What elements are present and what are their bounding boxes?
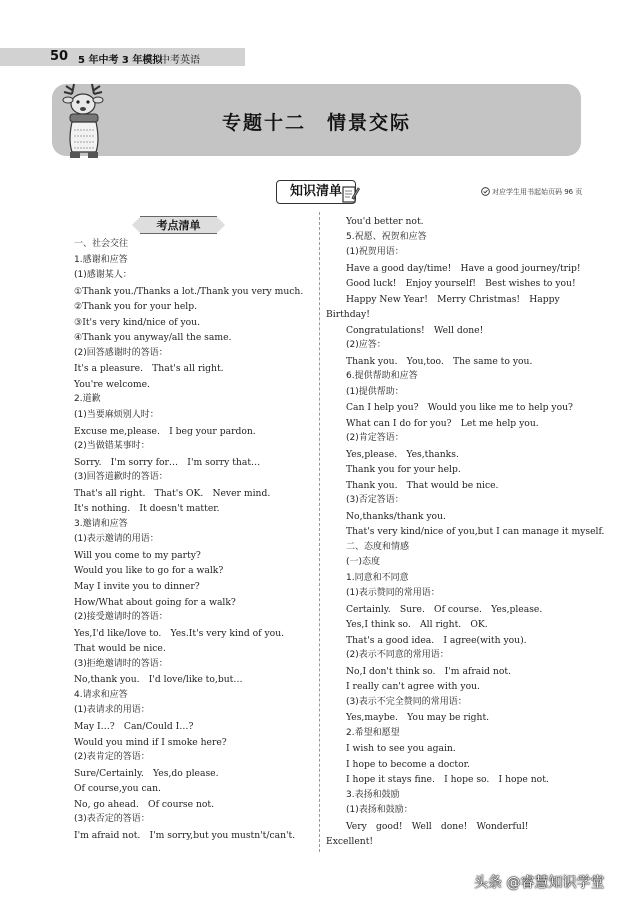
content-line: (3)否定答语：	[346, 495, 404, 505]
content-line: How/What about going for a walk?	[74, 596, 236, 608]
content-line: (1)提供帮助：	[346, 386, 404, 397]
content-line: (2)肯定答语：	[346, 433, 404, 443]
content-line: Will you come to my party?	[74, 549, 201, 561]
content-line: Sure/Certainly. Yes,do please.	[74, 767, 219, 779]
content-line: Yes,maybe. You may be right.	[346, 712, 490, 723]
content-line: That would be nice.	[74, 643, 166, 655]
content-line: I really can't agree with you.	[346, 681, 480, 692]
content-line: No,I don't think so. I'm afraid not.	[346, 665, 511, 677]
left-column	[74, 237, 314, 843]
content-line: You're welcome.	[74, 378, 150, 390]
content-line: 2.希望和愿望	[346, 727, 400, 738]
topic-banner	[52, 84, 581, 156]
content-line: Birthday!	[326, 309, 370, 320]
content-line: Sorry. I'm sorry for… I'm sorry that…	[74, 456, 261, 468]
content-line: (3)表否定的答语：	[74, 814, 150, 825]
content-line: Yes,please. Yes,thanks.	[346, 448, 459, 460]
content-line: (2)表肯定的答语：	[74, 752, 150, 763]
content-line: Certainly. Sure. Of course. Yes,please.	[346, 603, 543, 615]
content-line: (1)表示邀请的用语：	[74, 534, 159, 545]
content-line: No,thank you. I'd love/like to,but…	[74, 674, 243, 686]
check-circle-icon	[481, 187, 490, 196]
content-line: (1)当要麻烦别人时：	[74, 410, 159, 421]
content-line: No, go ahead. Of course not.	[74, 798, 215, 810]
content-line: (1)祝贺用语：	[346, 247, 404, 257]
deer-mascot-icon	[52, 80, 122, 162]
notepad-pencil-icon	[342, 184, 360, 204]
content-line: Thank you for your help.	[346, 464, 461, 475]
content-line: ③It's very kind/nice of you.	[74, 316, 201, 328]
content-line: I wish to see you again.	[346, 743, 456, 754]
content-line: (3)表示不完全赞同的常用语：	[346, 696, 467, 707]
content-line: Excellent!	[326, 836, 374, 847]
subject-title: 中考英语	[160, 55, 200, 66]
content-line: ②Thank you for your help.	[74, 301, 198, 313]
content-line: May I invite you to dinner?	[74, 581, 200, 593]
content-line: 一、社会交往	[74, 239, 129, 249]
content-line: (2)应答：	[346, 340, 386, 350]
content-line: 6.提供帮助和应答	[346, 371, 418, 381]
knowledge-list-tag: 知识清单	[276, 180, 356, 204]
content-line: 2.道歉	[74, 394, 101, 405]
content-line: I'm afraid not. I'm sorry,but you mustn't/can't.	[74, 829, 296, 841]
content-line: I hope it stays fine. I hope so. I hope not.	[346, 774, 549, 785]
content-line: Happy New Year! Merry Christmas! Happy	[346, 293, 560, 305]
content-line: 4.请求和应答	[74, 689, 128, 700]
page-reference-note: 对应学生用书起始页码 96 页	[492, 188, 583, 196]
content-line: (1)感谢某人：	[74, 270, 132, 281]
content-line: (1)表请求的用语：	[74, 705, 150, 716]
content-line: That's very kind/nice of you,but I can manage it myself.	[346, 526, 605, 537]
column-divider	[319, 212, 320, 852]
content-line: Yes,I'd like/love to. Yes.It's very kind of you.	[74, 627, 285, 639]
content-line: Thank you. That would be nice.	[346, 479, 499, 491]
right-column	[326, 214, 605, 850]
content-line: It's a pleasure. That's all right.	[74, 363, 224, 375]
content-line: (2)表示不同意的常用语：	[346, 650, 449, 660]
content-line: (2)接受邀请时的答语：	[74, 612, 168, 623]
content-line: Good luck! Enjoy yourself! Best wishes to you!	[346, 278, 576, 289]
content-line: (3)拒绝邀请时的答语：	[74, 658, 168, 669]
content-line: (2)回答感谢时的答语：	[74, 347, 168, 358]
content-line: Of course,you can.	[74, 783, 161, 795]
content-line: Would you mind if I smoke here?	[74, 736, 227, 748]
content-line: (1)表扬和鼓励：	[346, 805, 413, 815]
content-line: I hope to become a doctor.	[346, 758, 470, 770]
content-line: That's a good idea. I agree(with you).	[346, 634, 527, 646]
series-title: 5 年中考 3 年模拟	[78, 55, 163, 66]
content-line: (2)当做错某事时：	[74, 441, 150, 452]
content-line: 1.同意和不同意	[346, 572, 409, 583]
content-line: 5.祝愿、祝贺和应答	[346, 231, 427, 242]
content-line: 二、态度和情感	[346, 541, 410, 552]
key-points-tag: 考点清单	[140, 216, 217, 234]
content-line: 3.表扬和鼓励	[346, 789, 400, 800]
content-line: 3.邀请和应答	[74, 518, 128, 529]
content-line: Would you like to go for a walk?	[74, 565, 224, 577]
content-line: (3)回答道歉时的答语：	[74, 472, 168, 483]
content-line: It's nothing. It doesn't matter.	[74, 503, 220, 515]
content-line: Can I help you? Would you like me to help you?	[346, 402, 573, 413]
content-line: ①Thank you./Thanks a lot./Thank you very much.	[74, 285, 304, 297]
content-line: 1.感谢和应答	[74, 254, 128, 265]
page-number: 50	[50, 49, 69, 64]
source-watermark: 头条 @睿慧知识学堂	[474, 875, 605, 891]
content-line: Thank you. You,too. The same to you.	[346, 355, 533, 367]
content-line: Very good! Well done! Wonderful!	[346, 820, 529, 832]
content-line: What can I do for you? Let me help you.	[346, 417, 539, 429]
content-line: ④Thank you anyway/all the same.	[74, 332, 232, 344]
content-line: That's all right. That's OK. Never mind.	[74, 487, 271, 499]
content-line: Congratulations! Well done!	[346, 324, 484, 336]
content-line: Yes,I think so. All right. OK.	[346, 619, 488, 630]
content-line: Have a good day/time! Have a good journey/trip!	[346, 262, 581, 274]
topic-title: 专题十二 情景交际	[221, 112, 411, 134]
content-line: May I…? Can/Could I…?	[74, 720, 194, 732]
content-line: No,thanks/thank you.	[346, 510, 446, 522]
content-line: (一)态度	[346, 557, 381, 567]
content-line: You'd better not.	[346, 216, 424, 227]
content-line: (1)表示赞同的常用语：	[346, 588, 440, 598]
content-line: Excuse me,please. I beg your pardon.	[74, 425, 256, 437]
